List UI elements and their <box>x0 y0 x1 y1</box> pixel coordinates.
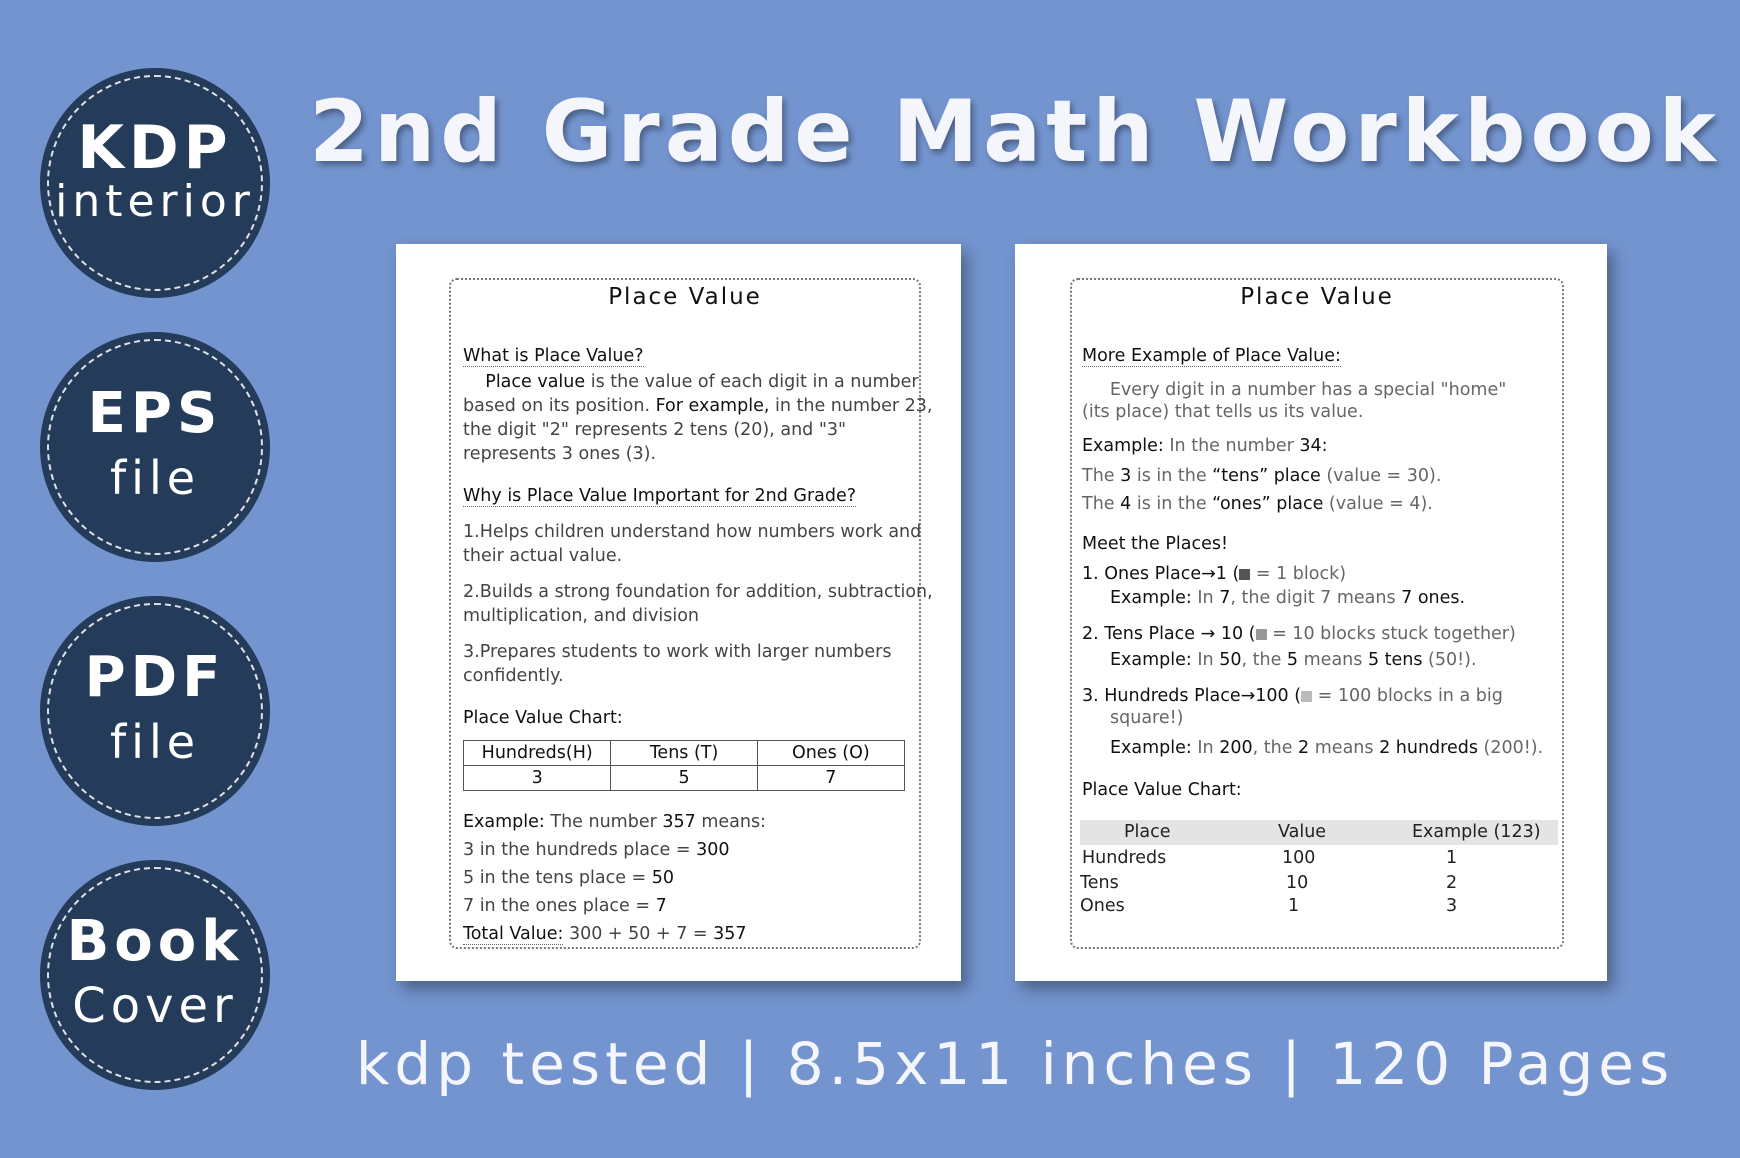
list-item-line: 3.Prepares students to work with larger numbers <box>463 642 892 662</box>
table-header-cell: Example (123) <box>1412 822 1541 842</box>
block-icon <box>1239 569 1250 580</box>
workbook-page-1 <box>396 244 961 981</box>
example-line: 5 in the tens place = 50 <box>463 868 675 888</box>
badge-line2: interior <box>55 176 255 227</box>
table-cell: 10 <box>1286 873 1309 893</box>
list-item-line: Example: In 7, the digit 7 means 7 ones. <box>1110 588 1466 608</box>
list-item-line: their actual value. <box>463 546 623 566</box>
place-value-table <box>463 740 905 791</box>
badge-line1: EPS <box>87 381 223 446</box>
example-line: The 3 is in the “tens” place (value = 30). <box>1082 466 1442 486</box>
section-heading: More Example of Place Value: <box>1082 346 1341 366</box>
section-heading: Meet the Places! <box>1082 534 1228 554</box>
chart-label: Place Value Chart: <box>463 708 623 728</box>
list-item-line: 2. Tens Place → 10 ( = 10 blocks stuck together) <box>1082 624 1516 644</box>
list-item-line: multiplication, and division <box>463 606 700 626</box>
table-cell: 100 <box>1282 848 1316 868</box>
table-cell: Tens (T) <box>611 741 757 766</box>
main-title: 2nd Grade Math Workbook <box>309 82 1721 182</box>
list-item-line: 1.Helps children understand how numbers work and <box>463 522 922 542</box>
page-title: Place Value <box>608 284 762 310</box>
list-item-line: Example: In 200, the 2 means 2 hundreds (200!). <box>1110 738 1544 758</box>
table-cell: Hundreds <box>1082 848 1167 868</box>
paragraph-line: Every digit in a number has a special "home" <box>1109 380 1507 400</box>
table-cell: 3 <box>1446 896 1458 916</box>
block-icon <box>1256 629 1267 640</box>
table-cell: 1 <box>1288 896 1300 916</box>
table-cell: 1 <box>1446 848 1458 868</box>
table-cell: 5 <box>611 766 757 791</box>
list-item-line: confidently. <box>463 666 564 686</box>
example-line: 7 in the ones place = 7 <box>463 896 667 916</box>
footer-caption: kdp tested | 8.5x11 inches | 120 Pages <box>355 1030 1675 1098</box>
example-line: 3 in the hundreds place = 300 <box>463 840 730 860</box>
section-heading: What is Place Value? <box>463 346 644 366</box>
badge-line1: Book <box>66 909 244 974</box>
paragraph-line: based on its position. For example, in the number 23, <box>463 396 933 416</box>
badge-line2: file <box>109 451 201 505</box>
list-item-line: 3. Hundreds Place→100 ( = 100 blocks in a big <box>1082 686 1503 706</box>
table-cell: 2 <box>1446 873 1458 893</box>
list-item-line: 1. Ones Place→1 ( = 1 block) <box>1082 564 1347 584</box>
page-frame <box>449 278 933 949</box>
table-header-cell: Value <box>1278 822 1327 842</box>
table-cell: Ones (O) <box>757 741 904 766</box>
paragraph-line: (its place) that tells us its value. <box>1082 402 1364 422</box>
table-cell: Tens <box>1080 873 1119 893</box>
badge-line2: file <box>109 715 201 769</box>
page-frame <box>1070 278 1564 949</box>
workbook-page-2 <box>1015 244 1607 981</box>
list-item-line: Example: In 50, the 5 means 5 tens (50!). <box>1110 650 1477 670</box>
example-line: The 4 is in the “ones” place (value = 4). <box>1082 494 1433 514</box>
badge-line1: KDP <box>77 113 233 183</box>
paragraph-line: the digit "2" represents 2 tens (20), and "3" <box>463 420 847 440</box>
list-item-line: 2.Builds a strong foundation for addition, subtraction, <box>463 582 933 602</box>
badge-line1: PDF <box>84 645 226 710</box>
badge-eps-file <box>40 332 270 562</box>
table-header-row <box>464 741 905 766</box>
paragraph-line: Place value is the value of each digit in a number <box>485 372 919 392</box>
table-row <box>464 766 905 791</box>
table-cell: Hundreds(H) <box>464 741 611 766</box>
chart-label: Place Value Chart: <box>1082 780 1242 800</box>
badge-line2: Cover <box>72 978 238 1034</box>
table-cell: Ones <box>1080 896 1125 916</box>
table-cell: 7 <box>757 766 904 791</box>
section-heading: Why is Place Value Important for 2nd Grade? <box>463 486 857 506</box>
badge-book-cover <box>40 860 270 1090</box>
total-line: Total Value: 300 + 50 + 7 = 357 <box>463 924 747 944</box>
paragraph-line: represents 3 ones (3). <box>463 444 657 464</box>
badge-pdf-file <box>40 596 270 826</box>
badge-kdp-interior <box>40 68 270 298</box>
table-header-cell: Place <box>1124 822 1171 842</box>
block-icon <box>1301 691 1312 702</box>
example-line: Example: The number 357 means: <box>463 812 766 832</box>
page-title: Place Value <box>1240 284 1394 310</box>
example-line: Example: In the number 34: <box>1082 436 1328 456</box>
table-cell: 3 <box>464 766 611 791</box>
list-item-line: square!) <box>1110 708 1184 728</box>
